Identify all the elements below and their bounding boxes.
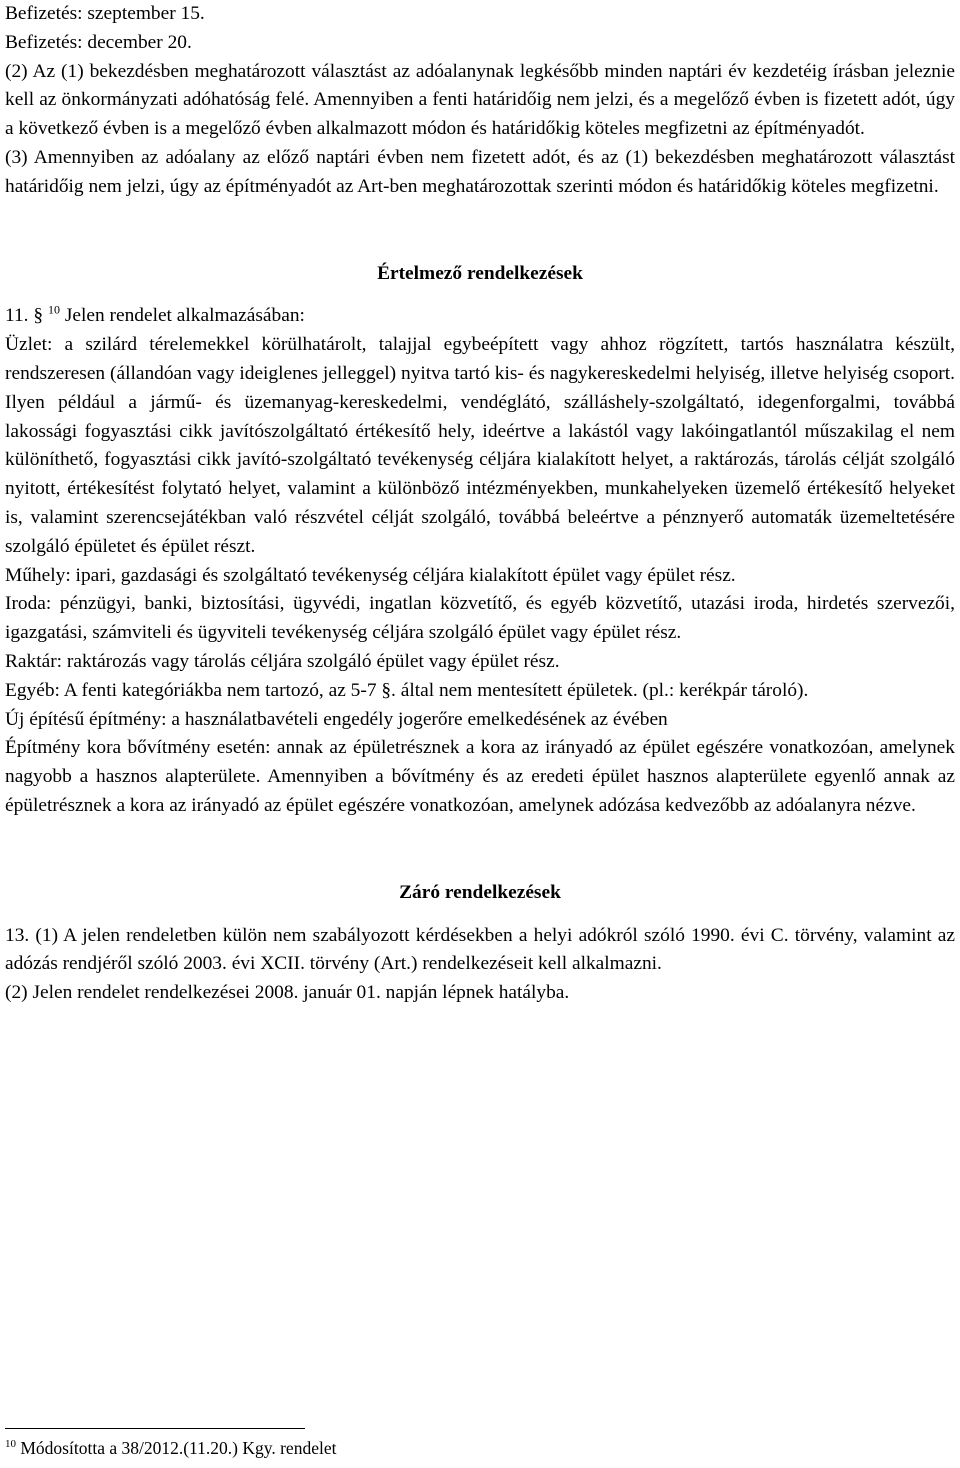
spacer [5, 821, 955, 879]
definition-muhely: Műhely: ipari, gazdasági és szolgáltató tevékenység céljára kialakított épület vagy épület rész. [5, 564, 736, 586]
section13-paragraph-1: 13. (1) A jelen rendeletben külön nem szabályozott kérdésekben a helyi adókról szóló 1990. évi C. törvény, valamint az adózás rendjéről szóló 2003. évi XCII. törvény (Art.) rendelkezéseit kell alkalmazni. [5, 924, 955, 975]
definition-egyeb: Egyéb: A fenti kategóriákba nem tartozó, az 5-7 §. által nem mentesített épületek. (pl.: kerékpár tároló). [5, 679, 809, 701]
spacer [5, 288, 955, 302]
section10-paragraph-3: (3) Amennyiben az adóalany az előző naptári évben nem fizetett adót, és az (1) bekezdésben meghatározott választást határidőig nem jelzi, úgy az építményadót az Art-ben meghatározottak szerinti módon és határidőkig köteles megfizetni. [5, 146, 955, 197]
spacer [5, 202, 955, 260]
section11-intro [5, 302, 955, 331]
definition-uzlet: Üzlet: a szilárd térelemekkel körülhatárolt, talajjal egybeépített vagy ahhoz rögzített, tartós használatra készült, rendszeresen (állandóan vagy ideiglenes jelleggel) nyitva tartó kis- és nagykereskedelmi helyiség, illetve helyiség csoport. Ilyen például a jármű- és üzemanyag-kereskedelmi, vendéglátó, szálláshely-szolgáltató, idegenforgalmi, továbbá lakossági fogyasztási cikk javítószolgáltató értékesítő hely, ideértve a lakástól vagy lakóingatlantól műszakilag el nem különíthető, fogyasztási cikk javító-szolgáltató tevékenység céljára kialakított helyet, a raktározás, tárolás célját szolgáló nyitott, értékesítést folytató helyet, valamint a különböző intézményekben, munkahelyeken üzemelő értékesítő helyeket is, valamint szerencsejátékban való részvétel célját szolgáló, továbbá beleértve a pénznyerő automaták üzemeltetésére szolgáló épületet és épület részt. [5, 334, 955, 557]
spacer [5, 908, 955, 922]
heading-definitions: Értelmező rendelkezések [377, 262, 583, 284]
footnote-ref: 10 [47, 302, 60, 317]
section11-number: 11. [5, 305, 29, 327]
footnote-number: 10 [5, 1438, 16, 1451]
footnote-text: Módosította a 38/2012.(11.20.) Kgy. rendelet [20, 1438, 337, 1458]
footnote [5, 1437, 336, 1459]
footnote-divider [5, 1428, 305, 1429]
definition-iroda: Iroda: pénzügyi, banki, biztosítási, ügyvédi, ingatlan közvetítő, és egyéb közvetítő, utazási iroda, hirdetés szervezői, igazgatási, számviteli és ügyviteli tevékenység céljára szolgáló épület vagy épület rész. [5, 593, 955, 644]
section10-paragraph-2: (2) Az (1) bekezdésben meghatározott választást az adóalanynak legkésőbb minden naptári év kezdetéig írásban jeleznie kell az önkormányzati adóhatóság felé. Amennyiben a fenti határidőig nem jelzi, és a megelőző évben is fizetett adót, úgy a következő évben is a megelőző évben alkalmazott módon és határidőkig köteles megfizetni az építményadót. [5, 60, 955, 140]
heading-closing: Záró rendelkezések [399, 881, 561, 903]
section-mark: § [33, 305, 44, 327]
document-page [5, 0, 955, 1008]
definition-uj-epitmeny: Új építésű építmény: a használatbavételi engedély jogerőre emelkedésének az évében [5, 708, 668, 730]
payment-line-2: Befizetés: december 20. [5, 31, 192, 53]
section11-intro-text: Jelen rendelet alkalmazásában: [64, 305, 305, 327]
payment-line-1: Befizetés: szeptember 15. [5, 3, 205, 24]
definition-epitmeny-kora: Építmény kora bővítmény esetén: annak az épületrésznek a kora az irányadó az épület egészére vonatkozóan, amelynek nagyobb a hasznos alapterülete. Amennyiben a bővítmény és az eredeti épület hasznos alapterülete egyenlő annak az épületrésznek a kora az irányadó az épület egészére vonatkozóan, amelynek adózása kedvezőbb az adóalanyra nézve. [5, 737, 955, 816]
definition-raktar: Raktár: raktározás vagy tárolás céljára szolgáló épület vagy épület rész. [5, 650, 560, 672]
section13-paragraph-2: (2) Jelen rendelet rendelkezései 2008. január 01. napján lépnek hatályba. [5, 982, 570, 1004]
